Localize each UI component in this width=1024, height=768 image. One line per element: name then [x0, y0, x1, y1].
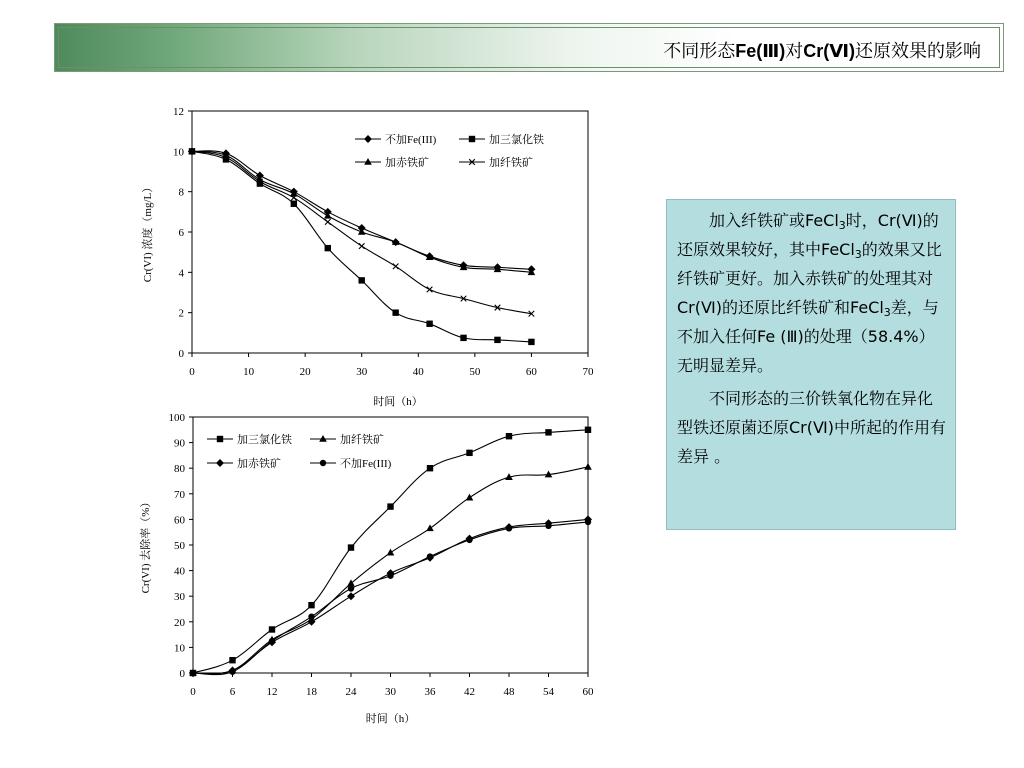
data-point — [585, 519, 591, 525]
x-tick-label: 48 — [503, 686, 515, 698]
x-axis-label: 时间（h） — [373, 396, 423, 408]
y-tick-label: 30 — [174, 591, 185, 604]
title-part: 对 — [785, 41, 804, 62]
title-part: 还原效果的影响 — [855, 41, 981, 62]
data-point — [229, 657, 235, 663]
p1-text: 加入纤铁矿或FeCl — [709, 211, 839, 230]
legend — [355, 132, 544, 169]
data-point — [427, 465, 433, 471]
data-point — [359, 243, 365, 249]
legend-label: 加纤铁矿 — [340, 434, 384, 446]
y-tick-label: 20 — [174, 616, 185, 629]
x-tick-label: 6 — [229, 686, 236, 698]
subscript: 3 — [854, 248, 862, 261]
title-part: 不同形态 — [663, 41, 736, 62]
data-point — [308, 602, 314, 608]
data-point — [229, 669, 235, 675]
plot-area — [193, 417, 588, 673]
legend-marker — [320, 460, 326, 466]
y-tick-label: 0 — [179, 668, 185, 680]
paragraph-2: 不同形态的三价铁氧化物在异化型铁还原菌还原Cr(Ⅵ)中所起的作用有差异 。 — [677, 389, 946, 466]
p1-text: 差，与不加入任何Fe (Ⅲ)的处理（58.4%）无明显差异。 — [677, 298, 939, 375]
x-axis-label: 时间（h） — [365, 713, 416, 725]
x-tick-label: 0 — [190, 686, 196, 698]
y-axis-label: Cr(VI) 浓度（mg/L） — [142, 181, 154, 283]
x-tick-label: 20 — [299, 366, 311, 378]
data-point — [325, 219, 331, 225]
x-tick-label: 70 — [582, 366, 594, 378]
y-tick-label: 90 — [174, 437, 185, 450]
legend-label: 加纤铁矿 — [489, 157, 533, 169]
data-point — [291, 201, 297, 207]
data-point — [393, 263, 399, 269]
subscript: 3 — [883, 306, 891, 319]
data-point — [584, 463, 592, 470]
legend-label: 加三氯化铁 — [237, 434, 292, 446]
legend-label: 不加Fe(III) — [385, 134, 437, 146]
data-point — [348, 544, 354, 550]
y-tick-label: 100 — [168, 412, 185, 424]
x-tick-label: 30 — [385, 686, 396, 698]
legend-marker — [319, 435, 327, 442]
data-point — [392, 309, 398, 315]
data-point — [545, 429, 551, 435]
series-line — [193, 522, 588, 675]
p1-text: 时，Cr(Ⅵ)的还原效果较好，其中FeCl — [677, 211, 939, 259]
plot-area — [192, 111, 588, 353]
y-tick-label: 8 — [178, 186, 184, 199]
data-point — [348, 585, 354, 591]
p1-text: 的效果又比纤铁矿更好。加入赤铁矿的处理其对Cr(Ⅵ)的还原比纤铁矿和FeCl — [677, 240, 942, 317]
y-axis-label: Cr(VI) 去除率（%） — [140, 496, 152, 594]
legend-label: 加三氯化铁 — [489, 134, 544, 146]
x-tick-label: 24 — [345, 686, 357, 698]
y-tick-label: 40 — [174, 565, 185, 578]
paragraph-1 — [677, 206, 947, 380]
series-4 — [190, 519, 591, 676]
legend-marker — [364, 158, 372, 165]
data-point — [466, 537, 472, 543]
x-tick-label: 0 — [189, 366, 195, 378]
y-tick-label: 80 — [174, 463, 185, 476]
data-point — [426, 321, 432, 327]
legend-label: 加赤铁矿 — [385, 157, 429, 169]
x-tick-label: 10 — [243, 366, 255, 378]
data-point — [427, 287, 433, 293]
data-point — [426, 524, 434, 531]
data-point — [387, 573, 393, 579]
legend-label: 不加Fe(III) — [340, 458, 392, 470]
series-line — [193, 519, 588, 673]
y-tick-label: 10 — [174, 642, 185, 655]
data-point — [506, 525, 512, 531]
legend-marker — [469, 136, 475, 142]
data-point — [269, 626, 275, 632]
data-point — [466, 494, 474, 501]
legend-label: 加赤铁矿 — [237, 458, 281, 470]
x-tick-label: 60 — [525, 366, 537, 378]
chart-1 — [140, 106, 594, 408]
legend — [207, 432, 392, 470]
data-point — [466, 450, 472, 456]
legend-marker — [364, 135, 372, 143]
data-point — [427, 553, 433, 559]
y-tick-label: 2 — [178, 307, 184, 320]
title-part: Cr(Ⅵ) — [803, 41, 855, 61]
data-point — [347, 579, 355, 586]
data-point — [359, 277, 365, 283]
y-tick-label: 70 — [174, 488, 185, 501]
y-tick-label: 50 — [174, 540, 185, 552]
data-point — [585, 427, 591, 433]
data-point — [387, 503, 393, 509]
x-tick-label: 18 — [306, 686, 317, 698]
y-tick-label: 12 — [173, 106, 184, 118]
data-point — [387, 549, 395, 556]
x-tick-label: 42 — [464, 686, 475, 698]
title-part: Fe(Ⅲ) — [735, 41, 786, 61]
data-point — [347, 592, 355, 600]
x-tick-label: 60 — [582, 686, 594, 698]
legend-marker — [217, 436, 223, 442]
y-tick-label: 60 — [174, 514, 185, 527]
data-point — [528, 339, 534, 345]
x-tick-label: 12 — [266, 686, 278, 698]
series-3 — [189, 515, 592, 677]
data-point — [325, 245, 331, 251]
legend-marker — [216, 459, 224, 467]
y-tick-label: 6 — [178, 227, 184, 239]
data-point — [190, 670, 196, 676]
y-tick-label: 4 — [178, 267, 184, 280]
x-tick-label: 50 — [469, 366, 481, 378]
chart-2 — [138, 412, 594, 725]
x-tick-label: 40 — [412, 366, 424, 378]
x-tick-label: 36 — [424, 686, 436, 698]
x-tick-label: 30 — [356, 366, 368, 378]
data-point — [460, 335, 466, 341]
data-point — [545, 523, 551, 529]
data-point — [494, 337, 500, 343]
data-point — [506, 433, 512, 439]
x-tick-label: 54 — [543, 686, 554, 698]
y-tick-label: 0 — [178, 348, 184, 360]
y-tick-label: 10 — [173, 146, 184, 159]
subscript: 3 — [838, 219, 846, 232]
data-point — [308, 613, 314, 619]
data-point — [269, 638, 275, 644]
explanation-textbox — [666, 199, 956, 530]
